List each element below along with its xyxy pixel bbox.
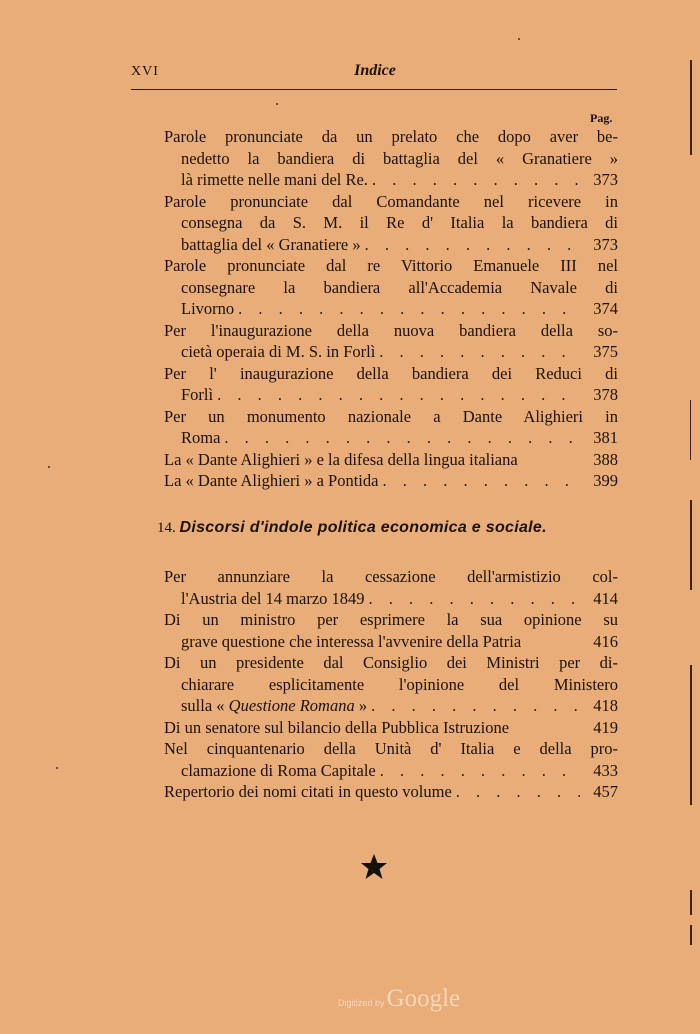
toc-entry xyxy=(164,406,618,449)
entry-text-line: nedetto la bandiera di battaglia del « Granatiere » xyxy=(181,148,618,168)
dot-leader xyxy=(217,384,580,406)
entry-page-number: 373 xyxy=(593,234,618,254)
entry-page-number: 374 xyxy=(593,299,618,318)
entry-text-line: Per l' inaugurazione della bandiera dei Reduci di xyxy=(164,363,618,383)
page-column-label: Pag. xyxy=(590,111,613,125)
entry-last-line xyxy=(164,234,618,256)
dot-leader xyxy=(369,588,580,610)
entry-last-line xyxy=(164,449,618,471)
entry-page-number: 375 xyxy=(593,342,618,361)
entry-title-end: l'Austria del 14 marzo 1849 xyxy=(181,588,365,608)
toc-entry xyxy=(164,449,618,471)
entry-last-line xyxy=(164,169,618,191)
toc-entry xyxy=(164,470,618,492)
entry-text-line: Parole pronunciate dal Comandante nel ricevere in xyxy=(164,191,618,211)
entry-text-line: Per un monumento nazionale a Dante Alighieri in xyxy=(164,406,618,426)
entry-page-number: 399 xyxy=(593,471,618,490)
entry-page-number: 419 xyxy=(593,717,618,737)
entry-title-end: Livorno xyxy=(181,299,235,318)
entry-title-end: Repertorio dei nomi citati in questo volume xyxy=(164,782,452,801)
entry-title-italic: Questione Romana xyxy=(228,696,355,715)
entry-text-line: Parole pronunciate da un prelato che dopo aver be- xyxy=(164,127,618,146)
dot-leader xyxy=(382,470,580,492)
toc-entry xyxy=(164,363,618,406)
entry-title-end: La « Dante Alighieri » a Pontida xyxy=(164,471,379,490)
scan-edge-mark xyxy=(690,400,691,460)
entry-page-number: 416 xyxy=(593,631,618,651)
section-heading xyxy=(157,519,547,537)
toc-entry xyxy=(164,126,618,191)
entry-last-line xyxy=(164,695,618,717)
entry-last-line xyxy=(164,384,618,406)
entry-last-line xyxy=(164,717,618,739)
entry-title-end: Forlì xyxy=(181,385,214,404)
entry-title-suffix: » xyxy=(354,696,368,715)
entry-title-end: Roma xyxy=(181,428,221,447)
entry-text-line: chiarare esplicitamente l'opinione del Ministero xyxy=(181,674,618,694)
page-number: XVI xyxy=(131,64,159,79)
scan-speck xyxy=(276,103,278,105)
scan-speck xyxy=(48,466,50,468)
dot-leader xyxy=(371,695,580,717)
scan-speck xyxy=(56,767,58,769)
watermark-prefix: Digitized by xyxy=(338,998,385,1008)
dot-leader xyxy=(224,427,580,449)
entry-page-number: 433 xyxy=(593,760,618,780)
toc-group-2 xyxy=(164,566,618,803)
entry-last-line xyxy=(164,760,618,782)
dot-leader xyxy=(380,760,580,782)
entry-text-line: Nel cinquantenario della Unità d' Italia e della pro- xyxy=(164,739,618,758)
entry-last-line xyxy=(164,341,618,363)
toc-group-1 xyxy=(164,126,618,492)
entry-last-line xyxy=(164,588,618,610)
header-rule xyxy=(131,89,617,90)
toc-entry xyxy=(164,717,618,739)
scan-speck xyxy=(518,38,520,40)
entry-page-number: 457 xyxy=(593,782,618,801)
entry-text-line: consegna da S. M. il Re d' Italia la bandiera di xyxy=(181,213,618,232)
toc-entry xyxy=(164,191,618,256)
section-title: Discorsi d'indole politica economica e sociale. xyxy=(179,519,547,536)
entry-text-line: Parole pronunciate dal re Vittorio Emanuele III nel xyxy=(164,256,618,275)
toc-entry xyxy=(164,255,618,320)
entry-last-line xyxy=(164,631,618,653)
entry-text-line: Per l'inaugurazione della nuova bandiera della so- xyxy=(164,320,618,340)
scan-edge-mark xyxy=(690,665,692,805)
entry-title-end xyxy=(181,695,367,717)
scan-edge-mark xyxy=(690,890,692,915)
entry-page-number: 373 xyxy=(593,170,618,189)
dot-leader xyxy=(379,341,580,363)
toc-entry xyxy=(164,609,618,652)
digitized-watermark xyxy=(338,985,460,1013)
entry-text-line: consegnare la bandiera all'Accademia Navale di xyxy=(181,277,618,297)
entry-last-line xyxy=(164,298,618,320)
section-number: 14. xyxy=(157,520,176,536)
dot-leader xyxy=(238,298,580,320)
toc-entry xyxy=(164,652,618,717)
entry-page-number: 418 xyxy=(593,696,618,715)
entry-title-end: cietà operaia di M. S. in Forlì xyxy=(181,342,376,361)
running-title: Indice xyxy=(354,62,396,79)
entry-last-line xyxy=(164,470,618,492)
entry-text-line: Per annunziare la cessazione dell'armistizio col- xyxy=(164,567,618,586)
toc-entry xyxy=(164,781,618,803)
entry-title-end: battaglia del « Granatiere » xyxy=(181,234,361,254)
toc-entry xyxy=(164,738,618,781)
entry-title-end: La « Dante Alighieri » e la difesa della lingua italiana xyxy=(164,449,518,469)
scan-edge-mark xyxy=(690,60,692,155)
entry-title-prefix: sulla « xyxy=(181,696,229,715)
scan-edge-mark xyxy=(690,925,692,945)
dot-leader xyxy=(365,234,580,256)
star-ornament-icon xyxy=(359,852,389,882)
scan-edge-mark xyxy=(690,500,692,590)
watermark-logo: Google xyxy=(386,985,461,1012)
dot-leader xyxy=(456,781,580,803)
entry-last-line xyxy=(164,781,618,803)
entry-last-line xyxy=(164,427,618,449)
entry-title-end: grave questione che interessa l'avvenire della Patria xyxy=(181,631,522,651)
toc-entry xyxy=(164,320,618,363)
entry-page-number: 378 xyxy=(593,385,618,404)
entry-title-end: clamazione di Roma Capitale xyxy=(181,760,376,780)
entry-title-end: Di un senatore sul bilancio della Pubblica Istruzione xyxy=(164,717,510,737)
entry-page-number: 388 xyxy=(593,449,618,469)
dot-leader xyxy=(372,169,580,191)
entry-text-line: Di un presidente dal Consiglio dei Ministri per di- xyxy=(164,653,618,672)
toc-entry xyxy=(164,566,618,609)
entry-page-number: 381 xyxy=(593,428,618,447)
entry-title-end: là rimette nelle mani del Re. xyxy=(181,170,368,189)
entry-page-number: 414 xyxy=(593,588,618,608)
entry-text-line: Di un ministro per esprimere la sua opinione su xyxy=(164,610,618,629)
